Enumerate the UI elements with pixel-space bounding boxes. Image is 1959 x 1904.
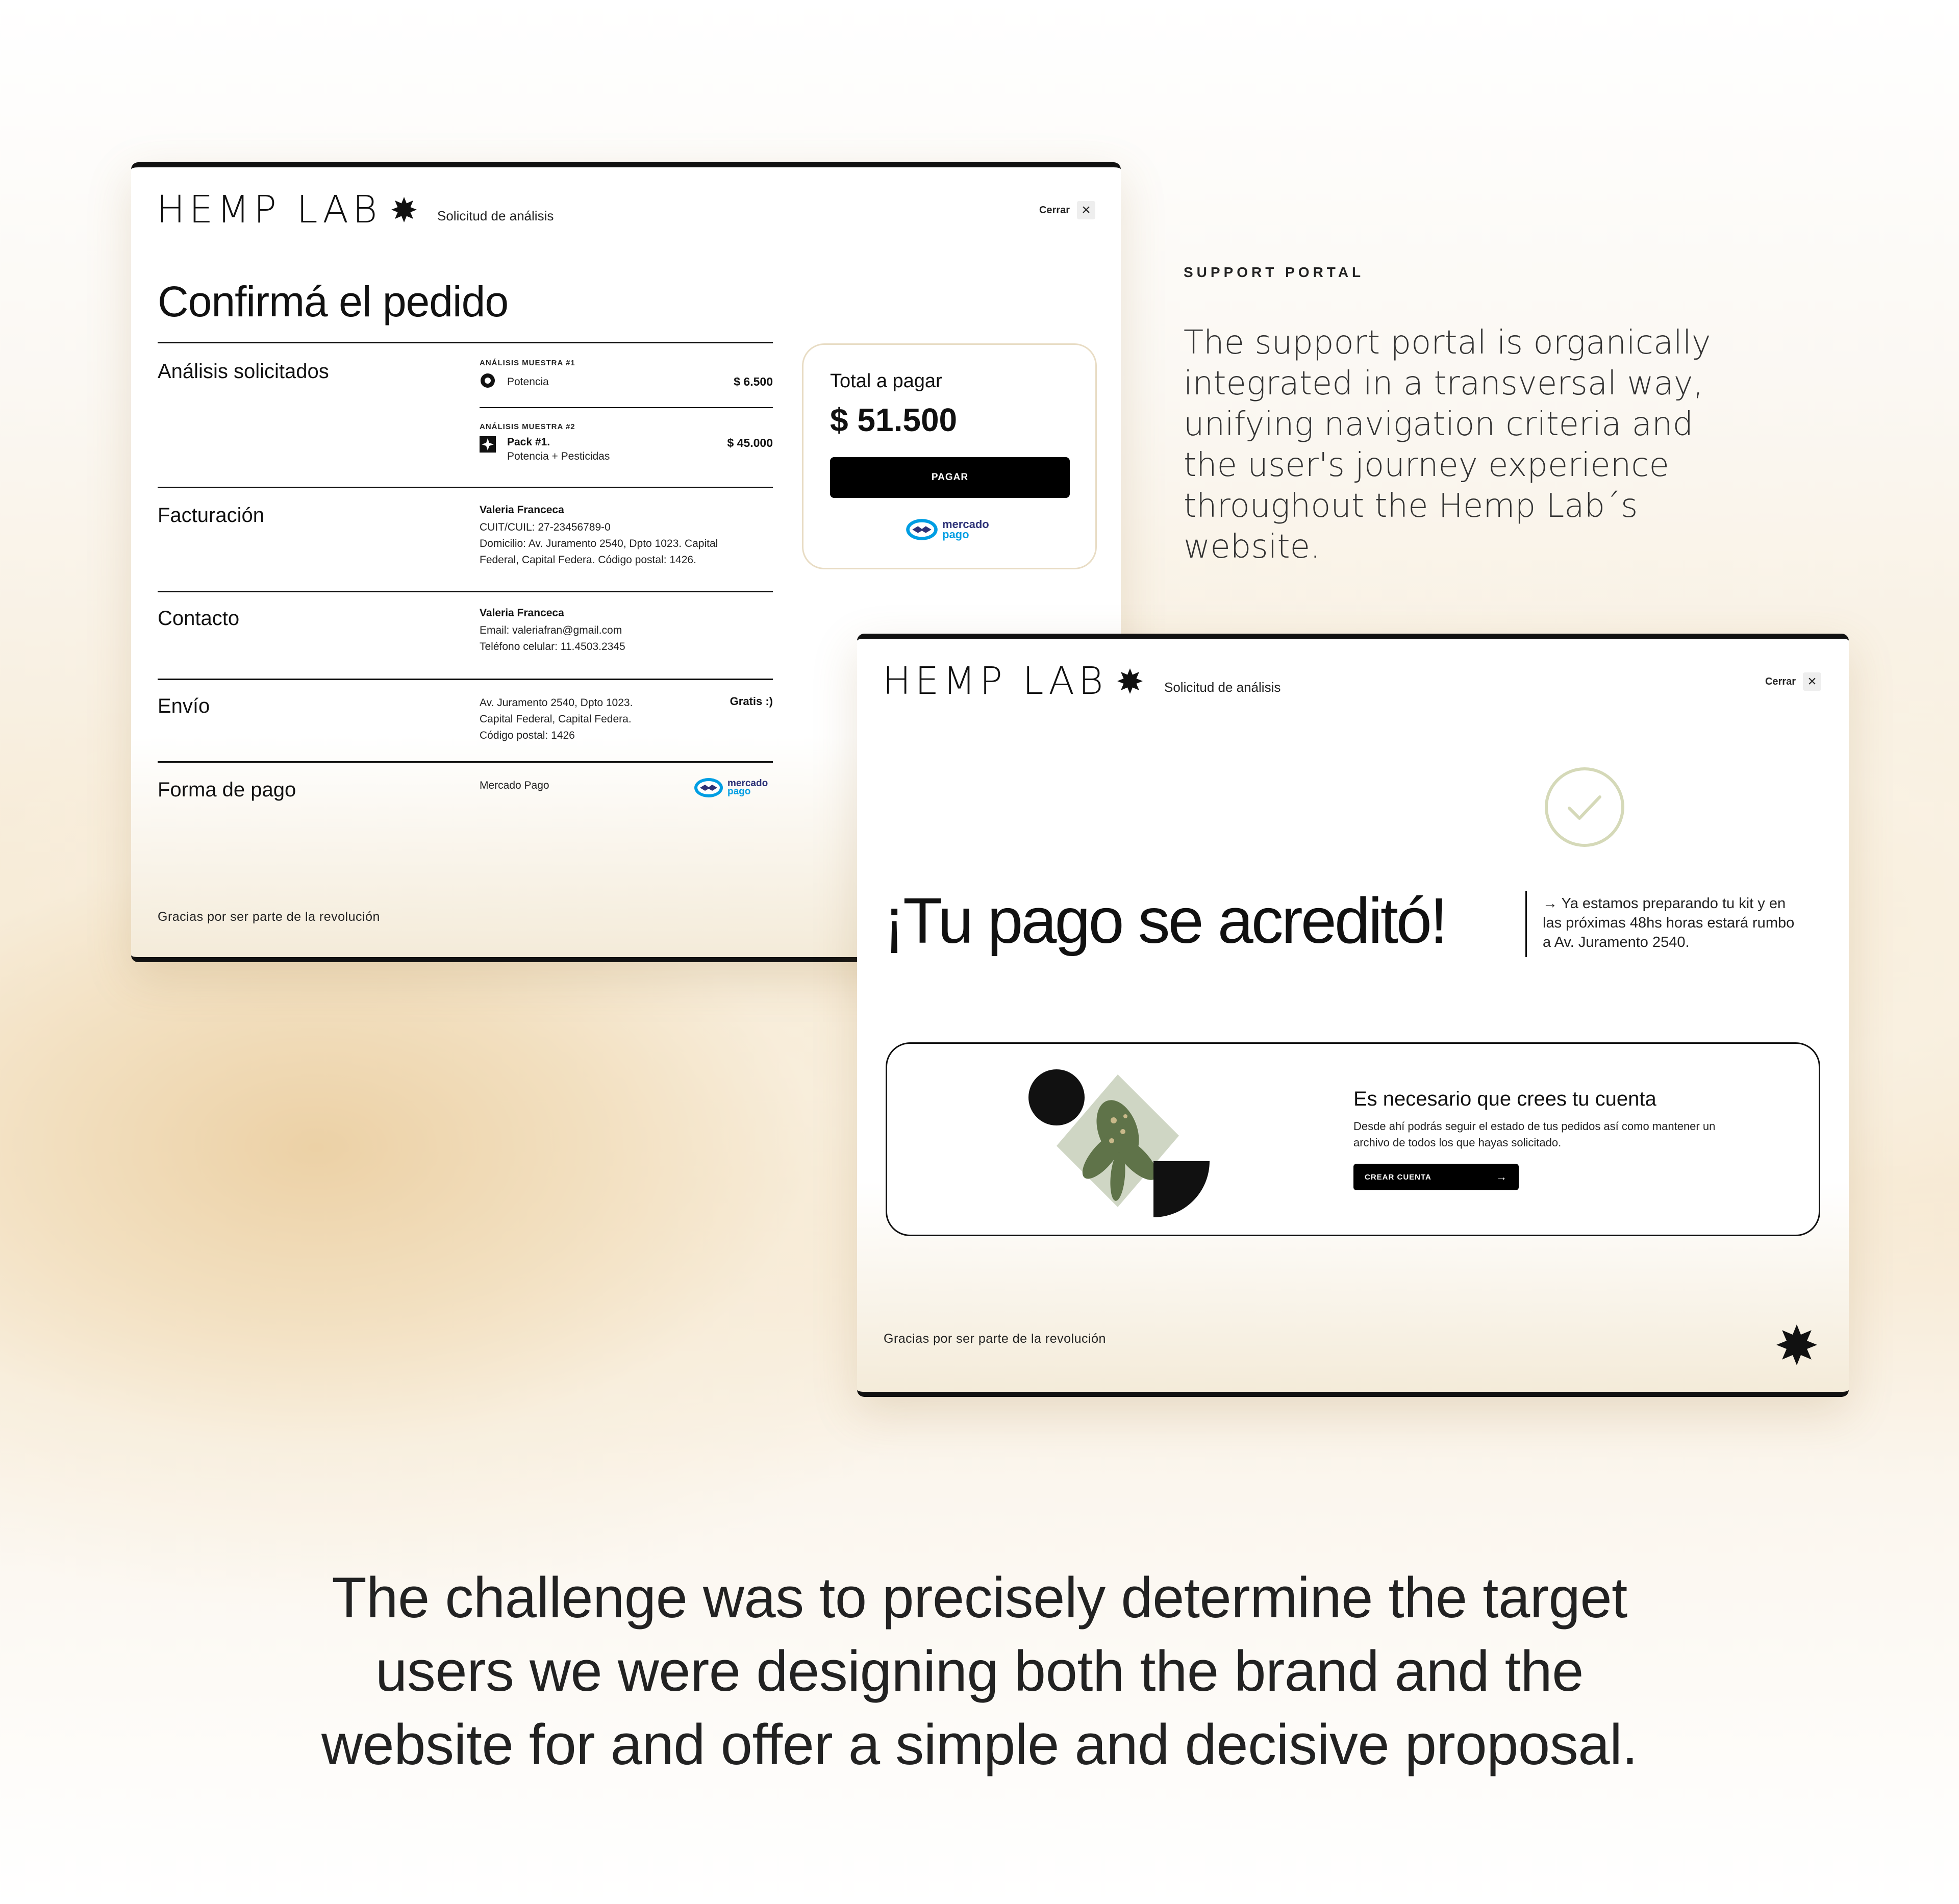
mp-line-1: mercado: [942, 518, 989, 531]
analysis-price: $ 45.000: [727, 436, 773, 449]
close-button[interactable]: [1765, 672, 1821, 691]
analysis-label: Análisis solicitados: [158, 360, 329, 383]
divider: [158, 679, 773, 680]
divider: [158, 761, 773, 763]
account-description: [1353, 1118, 1762, 1151]
total-label: Total a pagar: [830, 370, 942, 392]
challenge-statement: [0, 1561, 1959, 1782]
support-line: website.: [1184, 528, 1321, 566]
create-account-button[interactable]: [1353, 1164, 1519, 1190]
star-square-icon: [480, 436, 496, 455]
close-icon: ×: [1803, 672, 1821, 691]
shipping-label: Envío: [158, 695, 210, 717]
analysis-price: $ 6.500: [734, 375, 773, 388]
payment-label: Forma de pago: [158, 779, 296, 801]
hemp-illustration: [1026, 1069, 1230, 1222]
support-description: [1184, 322, 1821, 567]
success-note: [1543, 894, 1828, 952]
arrow-right-icon: →: [1496, 1170, 1508, 1183]
analysis-tag: ANÁLISIS MUESTRA #2: [480, 422, 575, 431]
note-divider: [1525, 891, 1527, 957]
divider: [480, 407, 773, 408]
billing-name: Valeria Franceca: [480, 504, 564, 516]
payment-method: Mercado Pago: [480, 780, 549, 791]
billing-address-2: Federal, Capital Federa. Código postal: 1426.: [480, 554, 696, 566]
brand-name: HEMP LAB: [883, 659, 1108, 703]
star-icon: [1776, 1324, 1817, 1368]
billing-details: [480, 504, 773, 568]
handshake-icon: [906, 518, 938, 541]
mercadopago-logo: [694, 778, 768, 798]
check-circle-icon: [1545, 767, 1624, 847]
brand-logo[interactable]: [883, 659, 1143, 703]
close-label: Cerrar: [1039, 204, 1070, 216]
total-card: [802, 343, 1097, 569]
pay-button[interactable]: PAGAR: [830, 457, 1070, 498]
note-line: a Av. Juramento 2540.: [1543, 934, 1690, 950]
payment-success-window: [857, 634, 1849, 1397]
create-account-label: CREAR CUENTA: [1365, 1172, 1431, 1182]
brand-star-icon: [391, 197, 417, 222]
contact-email: Email: valeriafran@gmail.com: [480, 624, 622, 636]
success-title: ¡Tu pago se acreditó!: [884, 885, 1446, 957]
swirl-icon: [480, 372, 496, 391]
support-line: the user's journey experience: [1184, 446, 1669, 484]
support-line: throughout the Hemp Lab´s: [1184, 487, 1638, 525]
close-icon: ×: [1077, 201, 1095, 219]
mp-line-1: mercado: [727, 778, 768, 789]
shipping-line-3: Código postal: 1426: [480, 730, 575, 741]
billing-label: Facturación: [158, 504, 264, 527]
statement-line: users we were designing both the brand and the: [375, 1639, 1584, 1703]
divider: [158, 342, 773, 343]
page-title: Confirmá el pedido: [158, 278, 509, 325]
analysis-name: Potencia: [507, 375, 549, 388]
analysis-tag: ANÁLISIS MUESTRA #1: [480, 359, 575, 367]
account-desc-line: Desde ahí podrás seguir el estado de tus pedidos así como mantener un: [1353, 1120, 1716, 1133]
statement-line: The challenge was to precisely determine the target: [332, 1566, 1627, 1630]
footer-text: Gracias por ser parte de la revolución: [884, 1332, 1106, 1346]
support-line: unifying navigation criteria and: [1184, 406, 1694, 443]
analysis-item-2: [480, 422, 773, 465]
shipping-cost: Gratis :): [730, 695, 773, 708]
note-line: → Ya estamos preparando tu kit y en: [1543, 895, 1786, 912]
close-button[interactable]: [1039, 201, 1095, 219]
header-subtitle: Solicitud de análisis: [1164, 680, 1281, 695]
shipping-line-1: Av. Juramento 2540, Dpto 1023.: [480, 697, 633, 709]
brand-logo[interactable]: [157, 188, 417, 232]
mp-line-2: pago: [942, 528, 969, 541]
brand-name: HEMP LAB: [157, 188, 382, 232]
contact-phone: Teléfono celular: 11.4503.2345: [480, 641, 625, 653]
statement-line: website for and offer a simple and decisive proposal.: [321, 1713, 1638, 1776]
header-subtitle: Solicitud de análisis: [437, 208, 554, 223]
analysis-detail: Potencia + Pesticidas: [507, 450, 610, 462]
handshake-icon: [694, 778, 723, 798]
brand-star-icon: [1117, 668, 1143, 694]
account-desc-line: archivo de todos los que hayas solicitado.: [1353, 1136, 1562, 1149]
total-amount: $ 51.500: [830, 402, 958, 438]
support-line: The support portal is organically: [1184, 324, 1711, 362]
note-line: las próximas 48hs horas estará rumbo: [1543, 915, 1795, 931]
billing-address-1: Domicilio: Av. Juramento 2540, Dpto 1023. Capital: [480, 538, 718, 549]
contact-name: Valeria Franceca: [480, 607, 564, 619]
divider: [158, 487, 773, 488]
analysis-name: Pack #1.: [507, 436, 550, 448]
shipping-details: [480, 695, 773, 744]
contact-details: [480, 607, 773, 655]
divider: [158, 591, 773, 592]
contact-label: Contacto: [158, 607, 240, 630]
account-title: Es necesario que crees tu cuenta: [1353, 1088, 1656, 1110]
support-line: integrated in a transversal way,: [1184, 365, 1703, 403]
billing-cuit: CUIT/CUIL: 27-23456789-0: [480, 521, 611, 533]
shipping-line-2: Capital Federal, Capital Federa.: [480, 713, 632, 725]
analysis-item-1: [480, 359, 773, 391]
footer-text: Gracias por ser parte de la revolución: [158, 910, 380, 924]
create-account-card: [886, 1042, 1820, 1236]
close-label: Cerrar: [1765, 675, 1796, 687]
mp-line-2: pago: [727, 786, 751, 797]
section-eyebrow: SUPPORT PORTAL: [1184, 264, 1365, 280]
mercadopago-logo: [906, 518, 989, 541]
